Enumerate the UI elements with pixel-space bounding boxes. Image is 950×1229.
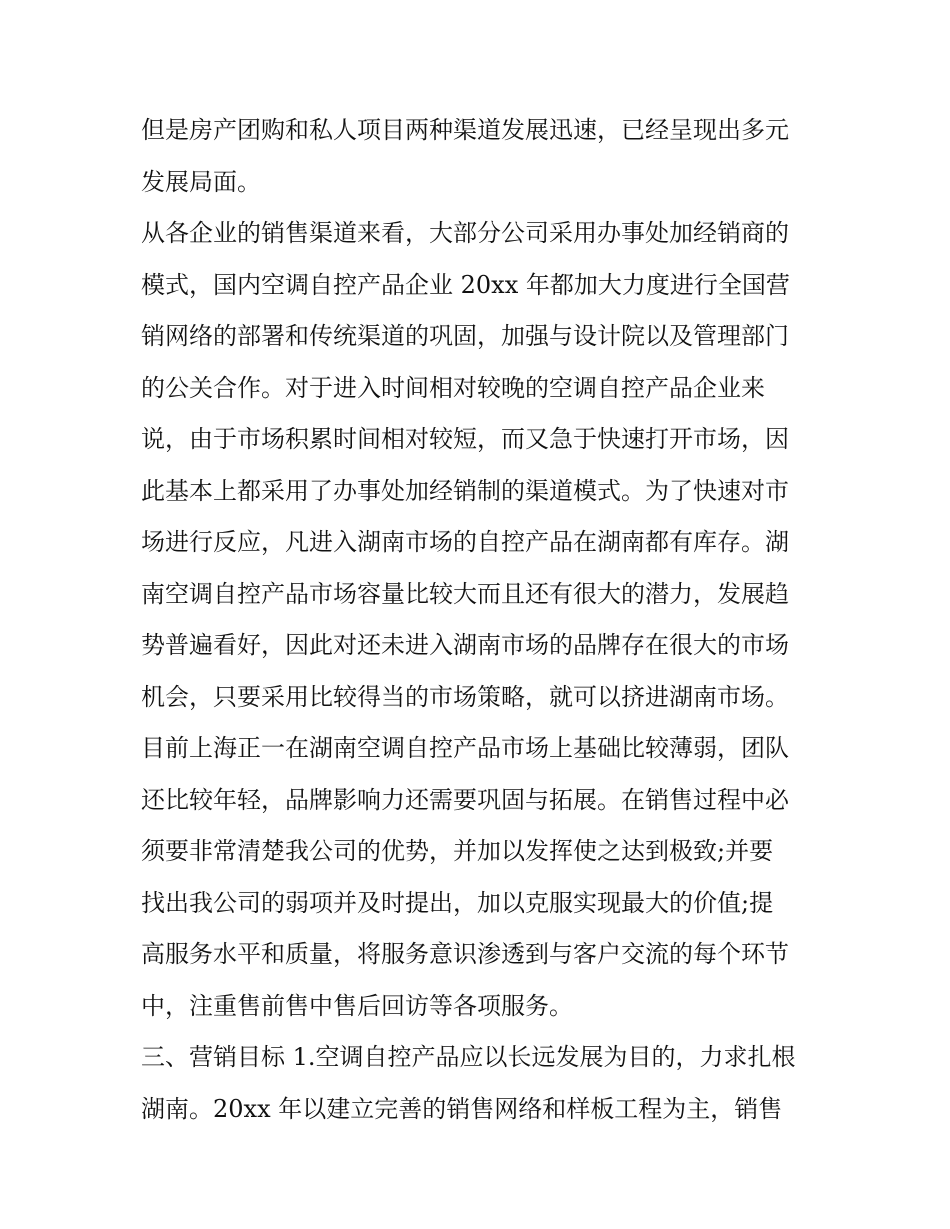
text-line: 此基本上都采用了办事处加经销制的渠道模式。为了快速对市 [141, 476, 789, 505]
text-line: 销网络的部署和传统渠道的巩固，加强与设计院以及管理部门 [141, 322, 789, 350]
text-line: 势普遍看好，因此对还未进入湖南市场的品牌存在很大的市场 [141, 631, 789, 659]
text-line: 三、营销目标 1.空调自控产品应以长远发展为目的，力求扎根 [141, 1043, 796, 1071]
text-line: 但是房产团购和私人项目两种渠道发展迅速，已经呈现出多元 [141, 116, 789, 144]
document-body [141, 105, 821, 1135]
text-line: 中，注重售前售中售后回访等各项服务。 [141, 991, 573, 1020]
text-line: 的公关合作。对于进入时间相对较晚的空调自控产品企业来 [141, 373, 765, 402]
text-line: 说，由于市场积累时间相对较短，而又急于快速打开市场，因 [141, 425, 789, 453]
text-line: 还比较年轻，品牌影响力还需要巩固与拓展。在销售过程中必 [141, 785, 789, 814]
text-line: 高服务水平和质量，将服务意识渗透到与客户交流的每个环节 [141, 940, 789, 968]
text-line: 南空调自控产品市场容量比较大而且还有很大的潜力，发展趋 [141, 579, 789, 608]
text-line: 从各企业的销售渠道来看，大部分公司采用办事处加经销商的 [141, 219, 789, 247]
text-line: 目前上海正一在湖南空调自控产品市场上基础比较薄弱，团队 [141, 734, 789, 762]
text-line: 机会，只要采用比较得当的市场策略，就可以挤进湖南市场。 [141, 682, 789, 711]
text-line: 场进行反应，凡进入湖南市场的自控产品在湖南都有库存。湖 [141, 528, 789, 556]
text-line: 发展局面。 [141, 167, 261, 196]
text-line: 模式，国内空调自控产品企业 20xx 年都加大力度进行全国营 [141, 270, 790, 299]
text-line: 湖南。20xx 年以建立完善的销售网络和样板工程为主，销售 [141, 1094, 783, 1123]
text-line: 须要非常清楚我公司的优势，并加以发挥使之达到极致;并要 [141, 837, 774, 865]
text-line: 找出我公司的弱项并及时提出，加以克服实现最大的价值;提 [141, 888, 774, 917]
